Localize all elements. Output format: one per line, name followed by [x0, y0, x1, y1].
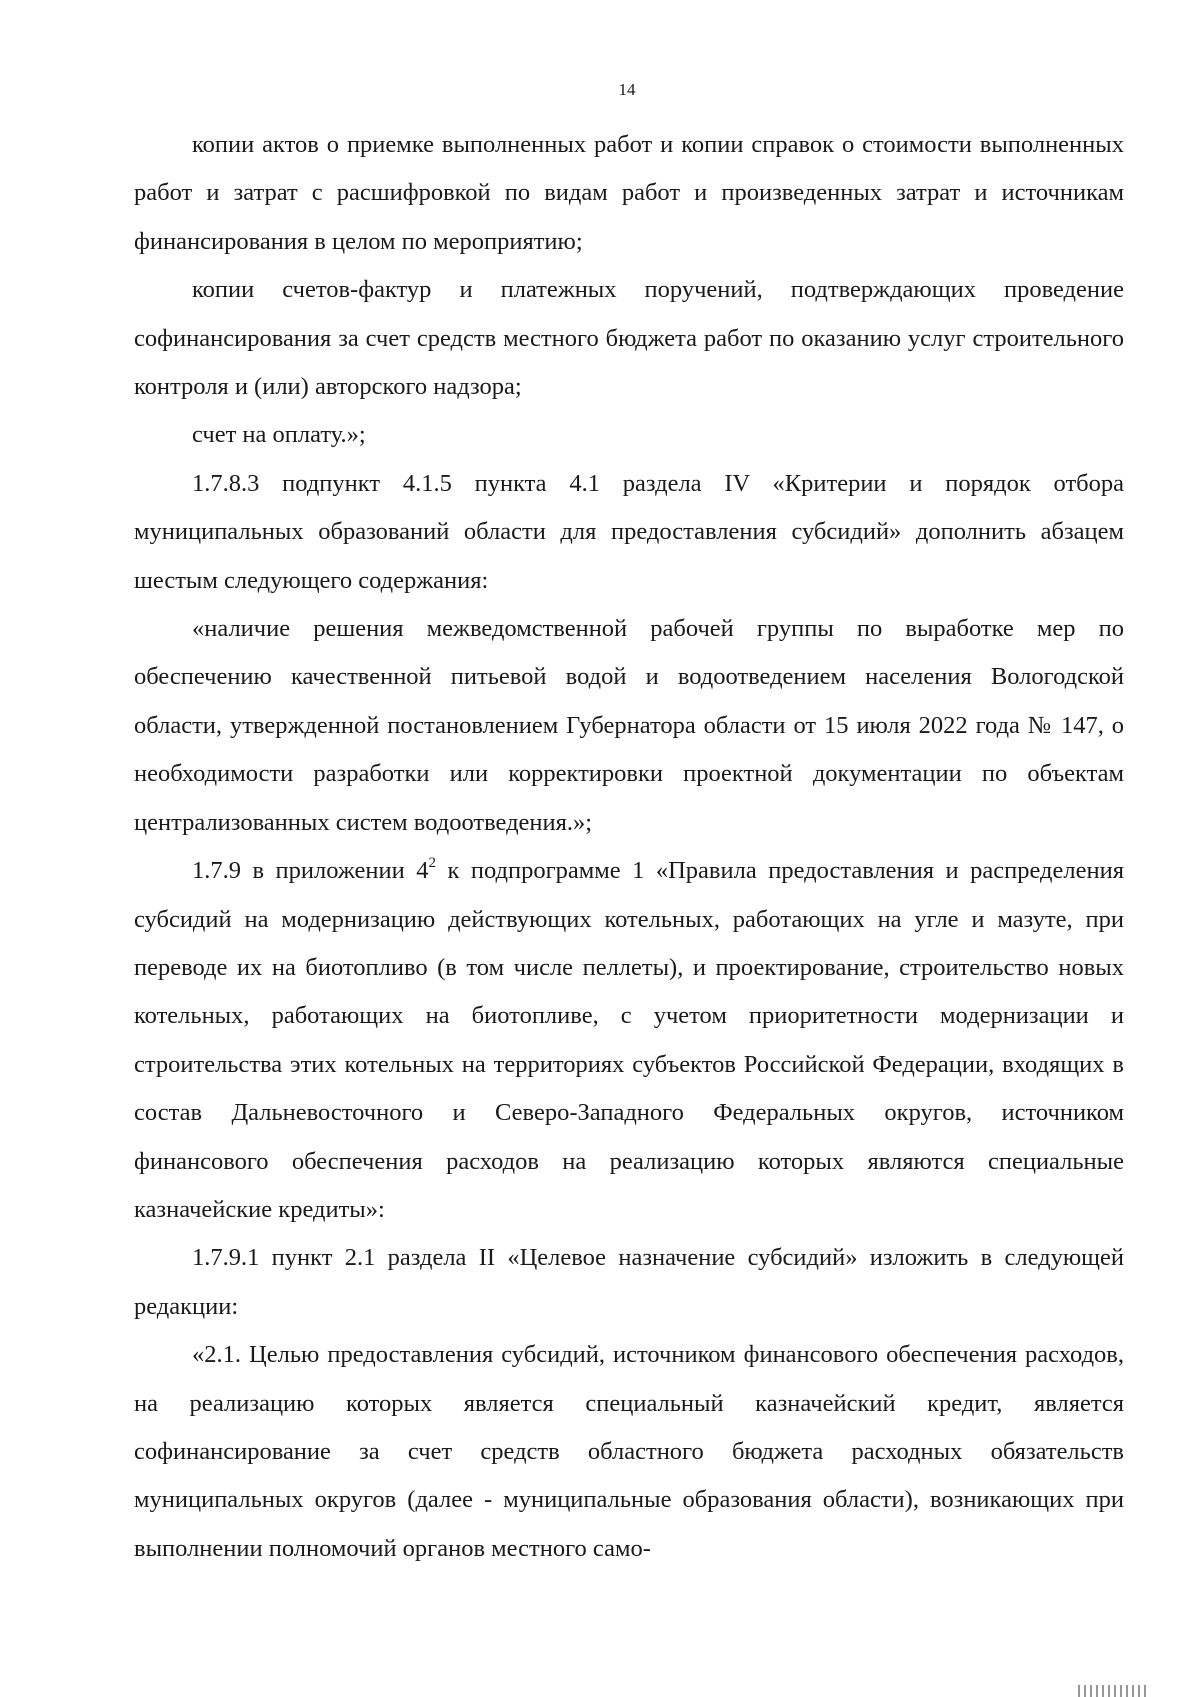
paragraph-1-7-8-3: 1.7.8.3 подпункт 4.1.5 пункта 4.1 раздела IV «Критерии и порядок отбора муниципальных образований области для предоставления субсидий» дополнить абзацем шестым следующего содержания:	[134, 469, 1124, 594]
paragraph-working-group-decision: «наличие решения межведомственной рабочей группы по выработке мер по обеспечению качественной питьевой водой и водоотведением населения Вологодской области, утвержденной постановлением Губернатора области от 15 июля 2022 года № 147, о необходимости разработки или корректировки проектной документации по объектам централизованных систем водоотведения.»;	[134, 615, 1124, 836]
paragraph-1-7-9-start: 1.7.9 в приложении 4	[192, 857, 429, 885]
document-body	[134, 121, 1124, 1573]
paragraph-payment-invoice: счет на оплату.»;	[192, 421, 366, 449]
paragraph-1-7-9-1: 1.7.9.1 пункт 2.1 раздела II «Целевое назначение субсидий» изложить в следующей редакции:	[134, 1244, 1124, 1320]
paragraph-invoices-copies: копии счетов-фактур и платежных поручений, подтверждающих проведение софинансирования за счет средств местного бюджета работ по оказанию услуг строительного контроля и (или) авторского надзора;	[134, 276, 1124, 401]
page-number: 14	[618, 80, 636, 99]
scan-artifact	[1078, 1685, 1148, 1697]
paragraph-1-7-9-rest: к подпрограмме 1 «Правила предоставления и распределения субсидий на модернизацию действующих котельных, работающих на угле и мазуте, при переводе их на биотопливо (в том числе пеллеты), и проектирование, строительство новых котельных, работающих на биотопливе, с учетом приоритетности модернизации и строительства этих котельных на территориях субъектов Российской Федерации, входящих в состав Дальневосточного и Северо-Западного Федеральных округов, источником финансового обеспечения расходов на реализацию которых являются специальные казначейские кредиты»:	[134, 857, 1124, 1223]
paragraph-2-1-purpose: «2.1. Целью предоставления субсидий, источником финансового обеспечения расходов, на реализацию которых является специальный казначейский кредит, является софинансирование за счет средств областного бюджета расходных обязательств муниципальных округов (далее - муниципальные образования области), возникающих при выполнении полномочий органов местного само-	[134, 1341, 1124, 1562]
appendix-superscript: 2	[428, 854, 436, 871]
paragraph-1-7-9	[134, 847, 1124, 1234]
paragraph-acts-copies: копии актов о приемке выполненных работ и копии справок о стоимости выполненных работ и затрат с расшифровкой по видам работ и произведенных затрат и источникам финансирования в целом по мероприятию;	[134, 131, 1124, 255]
